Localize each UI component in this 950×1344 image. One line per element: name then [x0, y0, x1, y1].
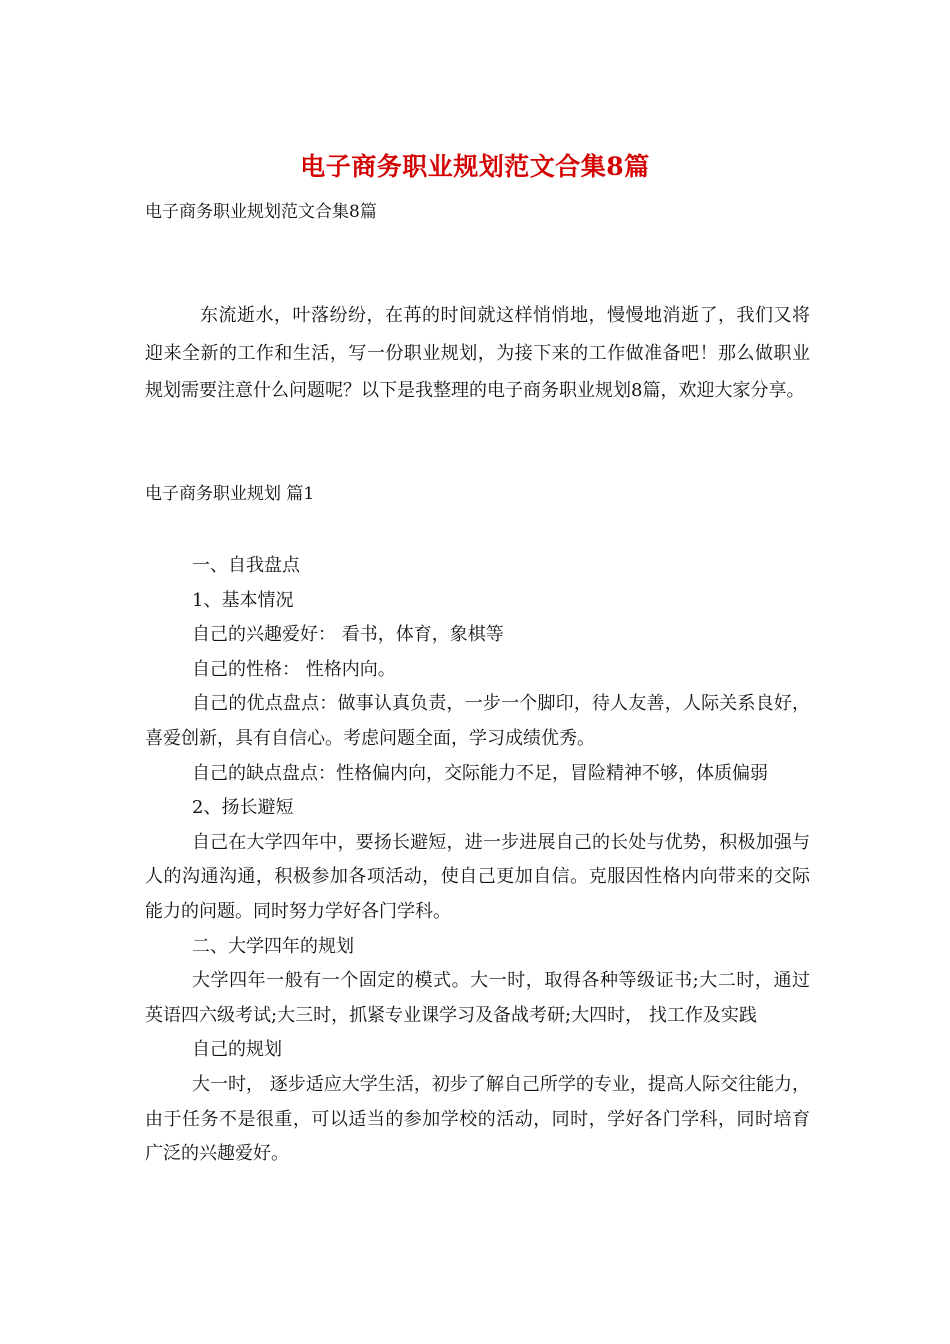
paragraph-self-inventory: 一、自我盘点 — [192, 555, 300, 576]
paragraph-own-plan: 自己的规划 — [192, 1039, 282, 1061]
section-heading: 电子商务职业规划 篇1 — [145, 484, 315, 504]
paragraph-strengths: 自己的优点盘点：做事认真负责，一步一个脚印，待人友善，人际关系良好，喜爱创新，具有自信心。考虑问题全面，学习成绩优秀。 — [145, 693, 810, 749]
paragraph-leverage-strengths: 2、扬长避短 — [192, 797, 294, 819]
section-body — [145, 549, 810, 1172]
intro-paragraph: 东流逝水，叶落纷纷，在苒的时间就这样悄悄地，慢慢地消逝了，我们又将迎来全新的工作和生活，写一份职业规划，为接下来的工作做准备吧！那么做职业规划需要注意什么问题呢？以下是我整理的电子商务职业规划8篇，欢迎大家分享。 — [145, 305, 810, 401]
paragraph-personality: 自己的性格： 性格内向。 — [192, 658, 396, 680]
paragraph-freshman-plan: 大一时， 逐步适应大学生活，初步了解自己所学的专业，提高人际交往能力，由于任务不是很重，可以适当的参加学校的活动，同时，学好各门学科，同时培育广泛的兴趣爱好。 — [145, 1073, 810, 1165]
paragraph-weaknesses: 自己的缺点盘点：性格偏内向，交际能力不足，冒险精神不够，体质偏弱 — [192, 762, 768, 784]
paragraph-basic-info: 1、基本情况 — [192, 589, 294, 611]
paragraph-leverage-detail: 自己在大学四年中，要扬长避短，进一步进展自己的长处与优势，积极加强与人的沟通沟通，积极参加各项活动，使自己更加自信。克服因性格内向带来的交际能力的问题。同时努力学好各门学科。 — [145, 831, 810, 922]
document-subtitle: 电子商务职业规划范文合集8篇 — [145, 202, 377, 222]
paragraph-interests: 自己的兴趣爱好： 看书，体育，象棋等 — [192, 624, 504, 646]
paragraph-four-year-plan: 二、大学四年的规划 — [192, 935, 354, 957]
paragraph-four-year-detail: 大学四年一般有一个固定的模式。大一时，取得各种等级证书;大二时，通过英语四六级考试;大三时，抓紧专业课学习及备战考研;大四时， 找工作及实践 — [145, 970, 810, 1026]
document-title: 电子商务职业规划范文合集8篇 — [300, 152, 650, 181]
